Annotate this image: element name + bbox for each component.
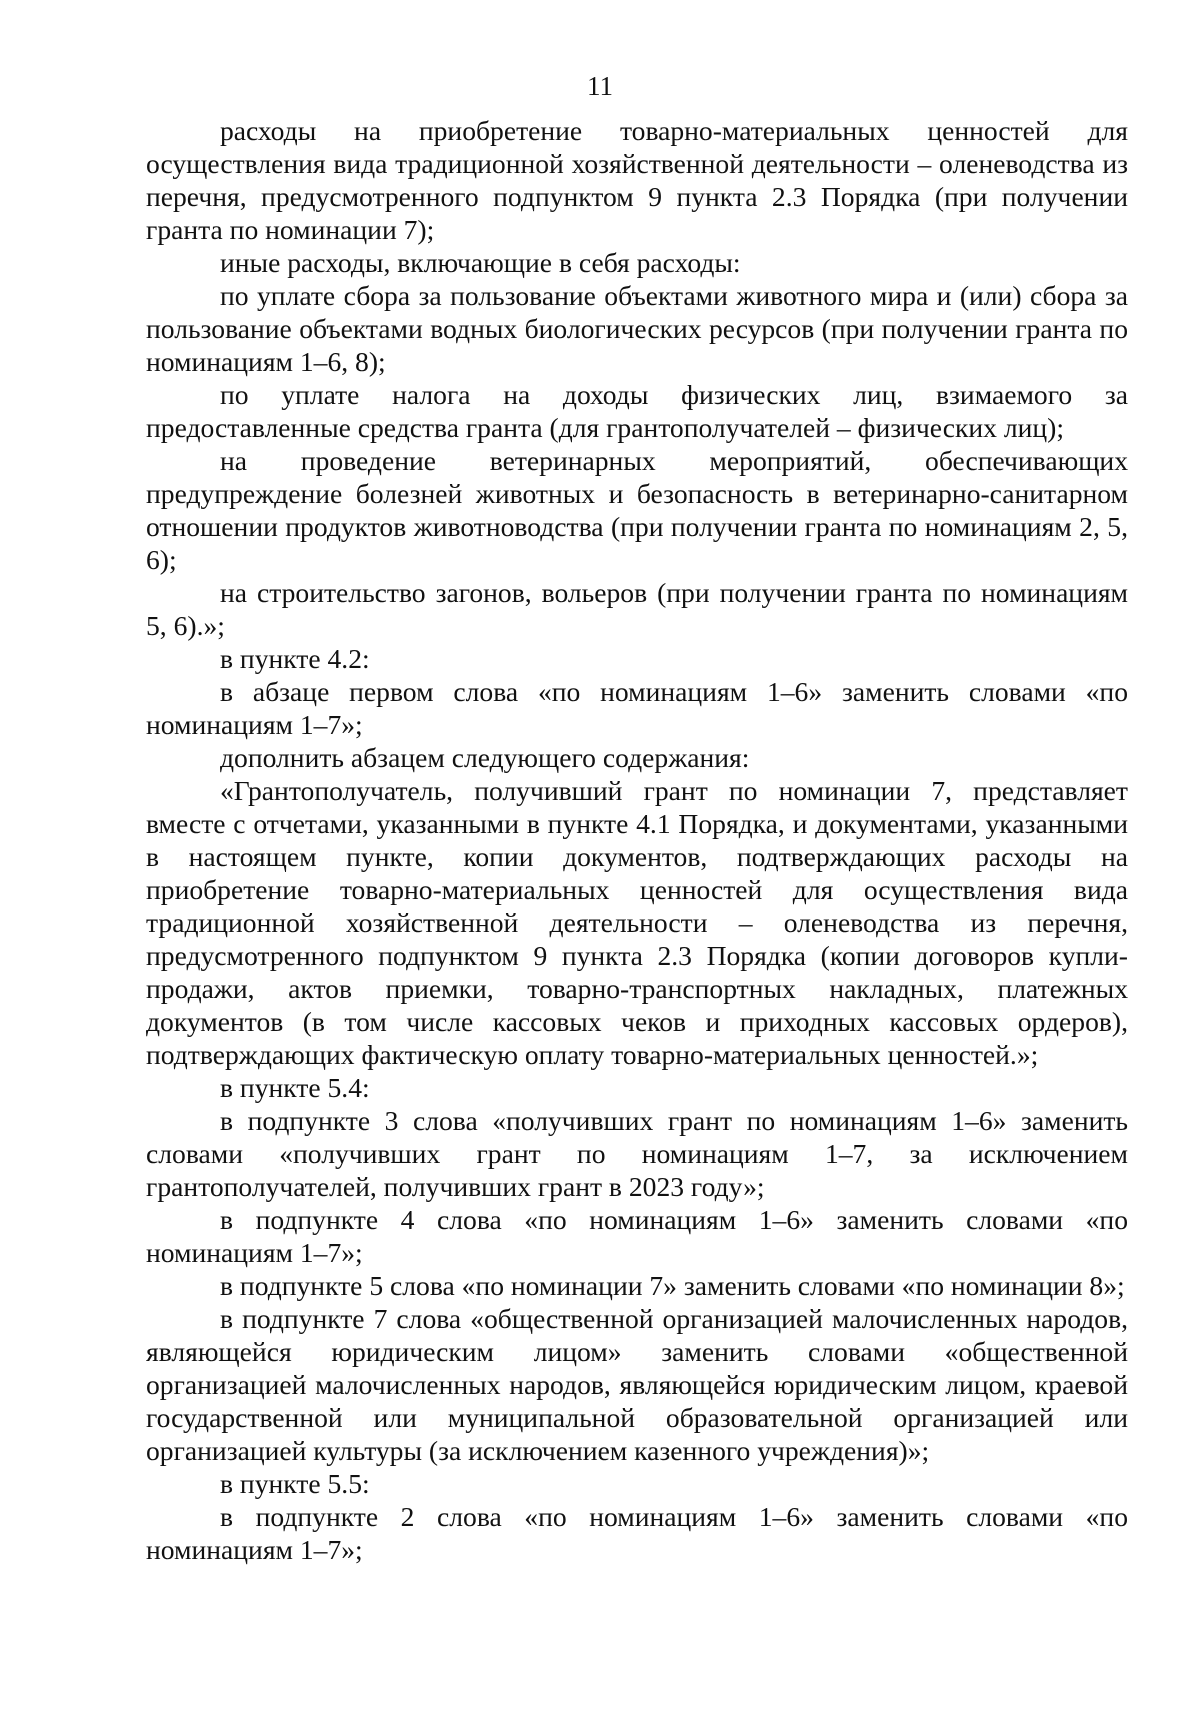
- paragraph: в подпункте 7 слова «общественной организацией малочисленных народов, являющейся юридическим лицом» заменить словами «общественной организацией малочисленных народов, являющейся юридическим лицом, краевой государственной или муниципальной образовательной организацией или организацией культуры (за исключением казенного учреждения)»;: [146, 1303, 1128, 1466]
- paragraph: иные расходы, включающие в себя расходы:: [220, 247, 741, 278]
- paragraph: «Грантополучатель, получивший грант по номинации 7, представляет вместе с отчетами, указанными в пункте 4.1 Порядка, и документами, указанными в настоящем пункте, копии документов, подтверждающих расходы на приобретение товарно-материальных ценностей для осуществления вида традиционной хозяйственной деятельности – оленеводства из перечня, предусмотренного подпунктом 9 пункта 2.3 Порядка (копии договоров купли-продажи, актов приемки, товарно-транспортных накладных, платежных документов (в том числе кассовых чеков и приходных кассовых ордеров), подтверждающих фактическую оплату товарно-материальных ценностей.»;: [146, 775, 1128, 1070]
- paragraph: на строительство загонов, вольеров (при получении гранта по номинациям 5, 6).»;: [146, 577, 1128, 641]
- document-body: [146, 114, 1128, 1566]
- paragraph: на проведение ветеринарных мероприятий, обеспечивающих предупреждение болезней животных и безопасность в ветеринарно-санитарном отношении продуктов животноводства (при получении гранта по номинациям 2, 5, 6);: [146, 445, 1128, 575]
- paragraph: в пункте 5.4:: [220, 1072, 370, 1103]
- page-number: 11: [587, 71, 613, 101]
- paragraph: в пункте 5.5:: [220, 1468, 370, 1499]
- paragraph: по уплате налога на доходы физических лиц, взимаемого за предоставленные средства гранта (для грантополучателей – физических лиц);: [146, 379, 1128, 443]
- paragraph: в пункте 4.2:: [220, 643, 370, 674]
- paragraph: в подпункте 5 слова «по номинации 7» заменить словами «по номинации 8»;: [220, 1270, 1125, 1301]
- paragraph: в абзаце первом слова «по номинациям 1–6» заменить словами «по номинациям 1–7»;: [146, 676, 1128, 740]
- paragraph: в подпункте 2 слова «по номинациям 1–6» заменить словами «по номинациям 1–7»;: [146, 1501, 1128, 1565]
- paragraph: в подпункте 4 слова «по номинациям 1–6» заменить словами «по номинациям 1–7»;: [146, 1204, 1128, 1268]
- paragraph: дополнить абзацем следующего содержания:: [220, 742, 750, 773]
- paragraph: в подпункте 3 слова «получивших грант по номинациям 1–6» заменить словами «получивших грант по номинациям 1–7, за исключением грантополучателей, получивших грант в 2023 году»;: [146, 1105, 1128, 1202]
- paragraph: расходы на приобретение товарно-материальных ценностей для осуществления вида традиционной хозяйственной деятельности – оленеводства из перечня, предусмотренного подпунктом 9 пункта 2.3 Порядка (при получении гранта по номинации 7);: [146, 115, 1128, 245]
- paragraph: по уплате сбора за пользование объектами животного мира и (или) сбора за пользование объектами водных биологических ресурсов (при получении гранта по номинациям 1–6, 8);: [146, 280, 1128, 377]
